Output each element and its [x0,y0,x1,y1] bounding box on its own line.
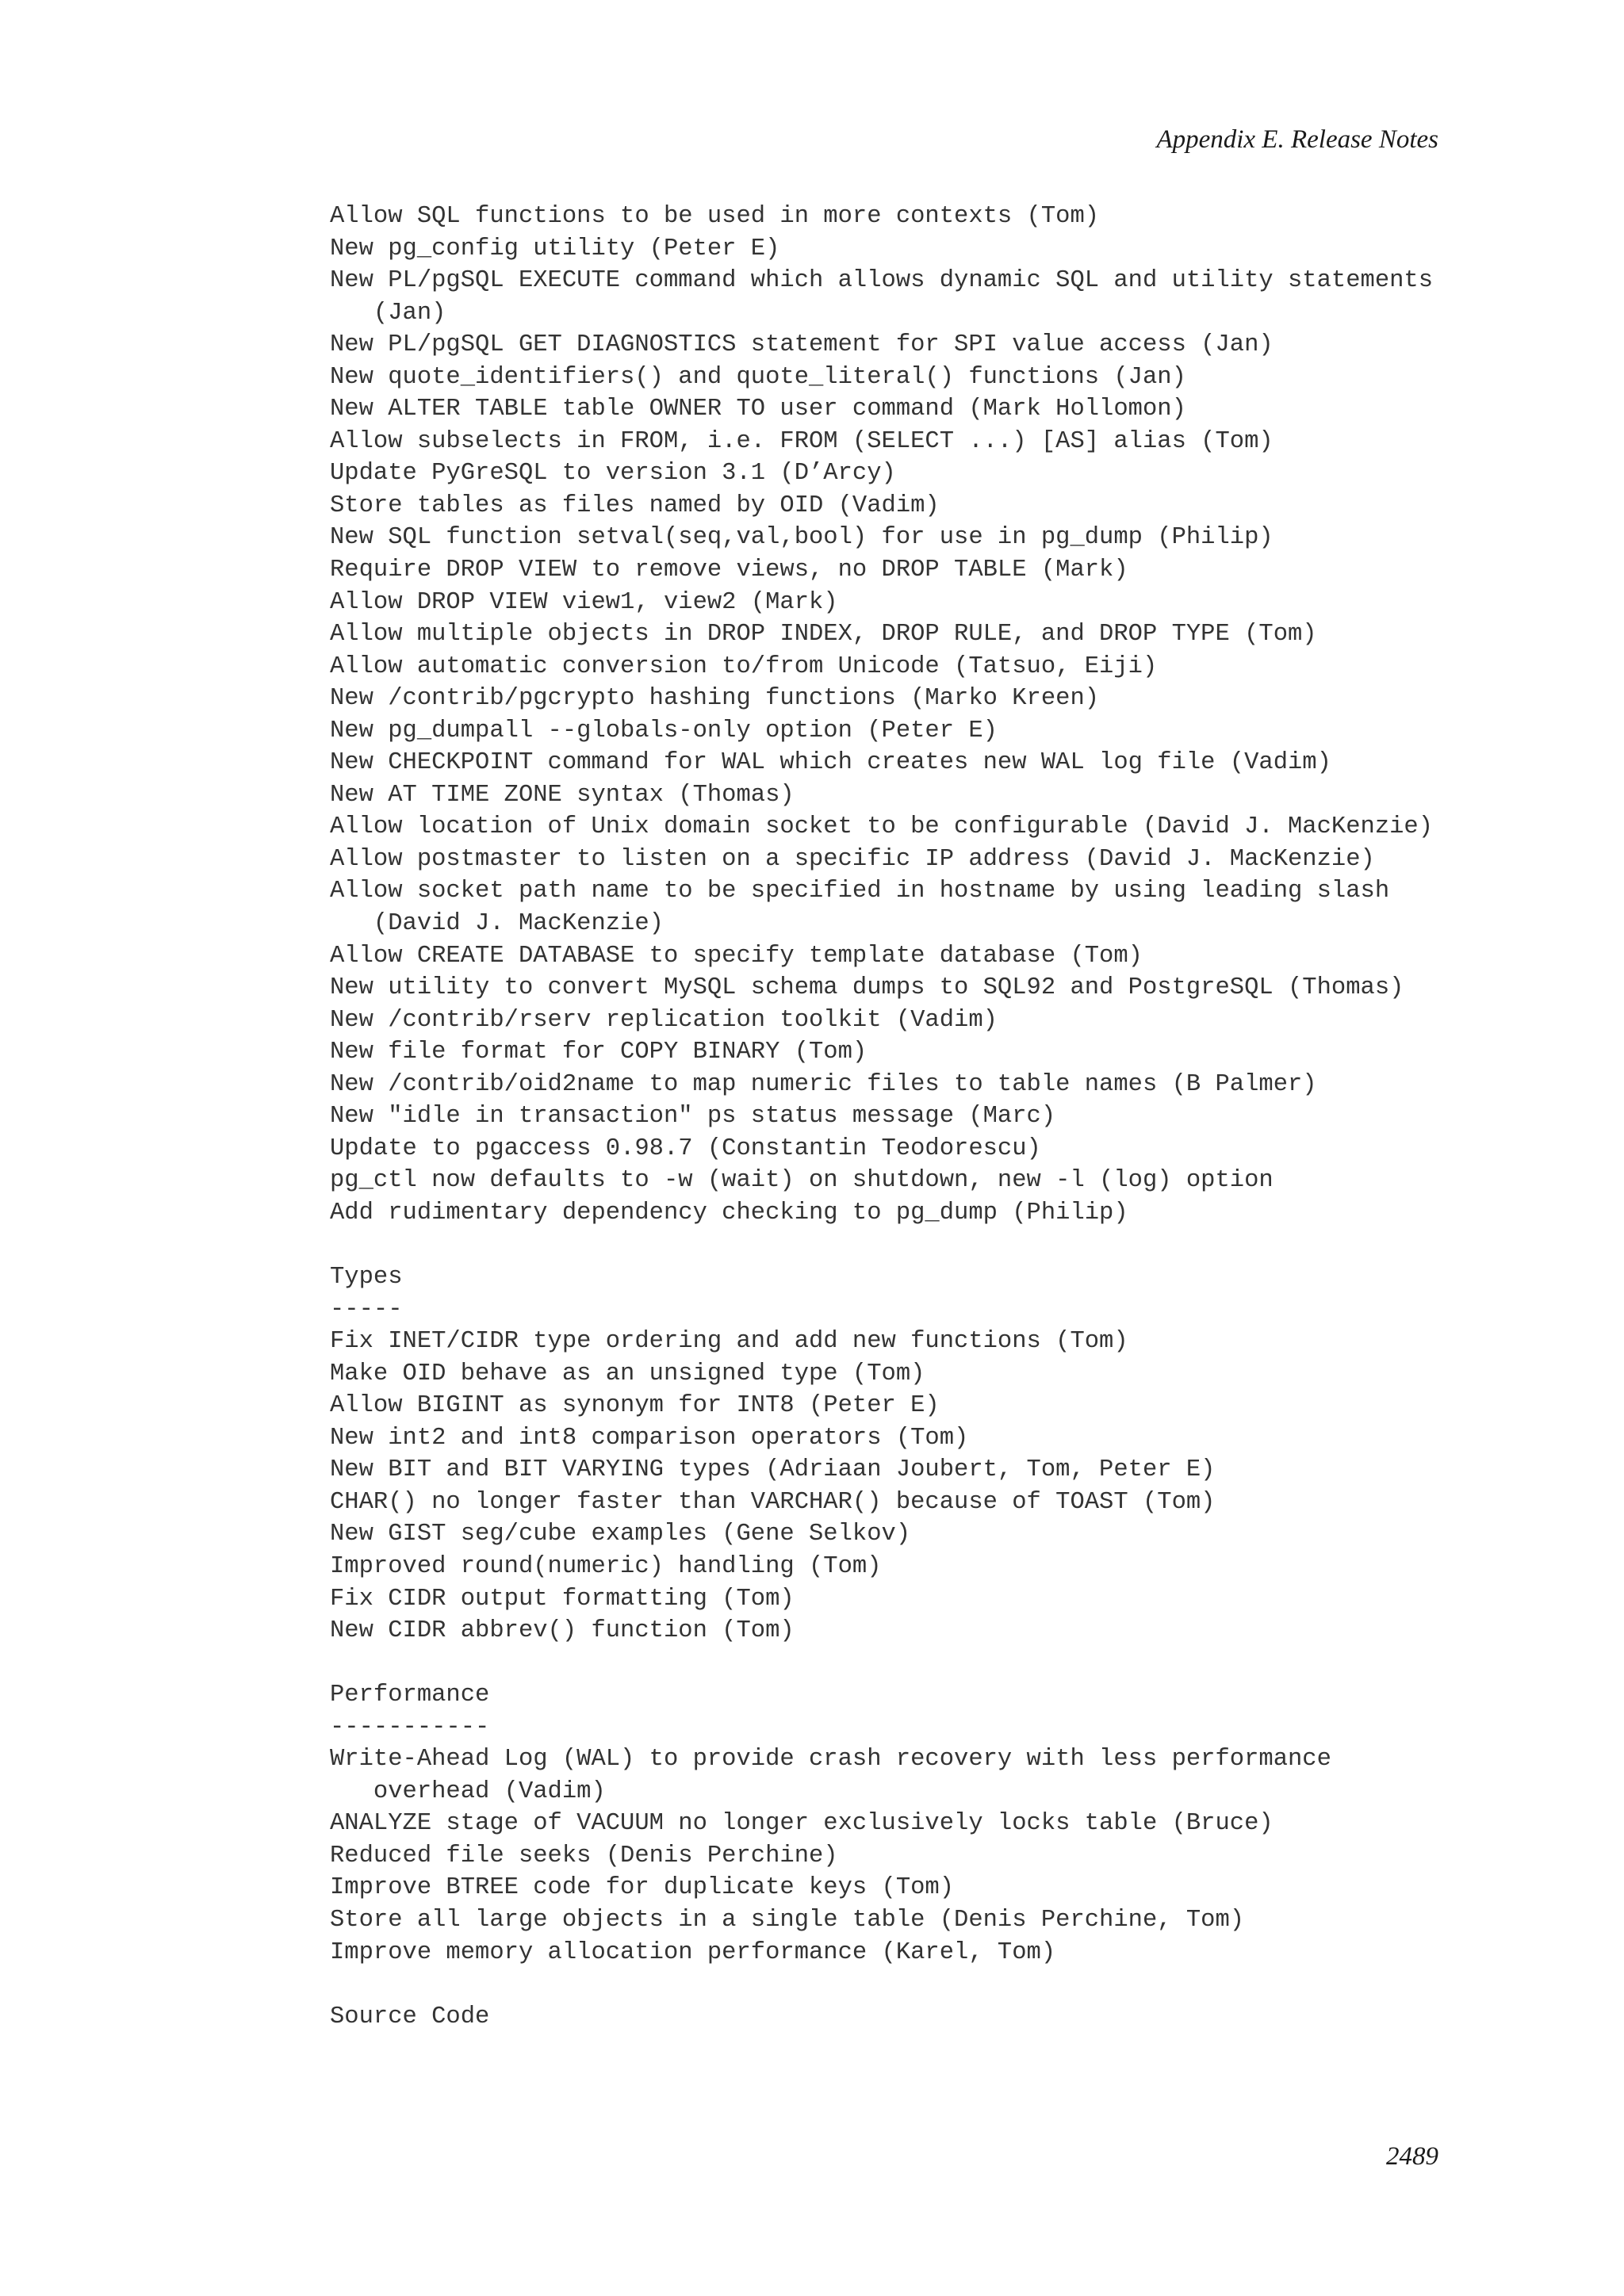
listing-line: New SQL function setval(seq,val,bool) for use in pg_dump (Philip) [330,524,1274,552]
listing-line: Source Code [330,2003,490,2030]
listing-line: New /contrib/rserv replication toolkit (Vadim) [330,1006,998,1034]
listing-line: Write-Ahead Log (WAL) to provide crash recovery with less performance [330,1746,1331,1774]
listing-line: Allow SQL functions to be used in more contexts (Tom) [330,203,1100,230]
listing-line: New PL/pgSQL GET DIAGNOSTICS statement for SPI value access (Jan) [330,331,1274,359]
listing-line: New BIT and BIT VARYING types (Adriaan Joubert, Tom, Peter E) [330,1456,1216,1484]
section-underline: ----------- [330,1713,490,1741]
listing-line: Improve BTREE code for duplicate keys (Tom) [330,1874,955,1902]
listing-line: pg_ctl now defaults to -w (wait) on shutdown, new -l (log) option [330,1167,1274,1195]
listing-line: Allow multiple objects in DROP INDEX, DROP RULE, and DROP TYPE (Tom) [330,621,1317,649]
listing-line: Allow BIGINT as synonym for INT8 (Peter E) [330,1392,940,1420]
listing-line: (David J. MacKenzie) [330,910,664,938]
listing-line: Make OID behave as an unsigned type (Tom) [330,1360,925,1387]
listing-line: Allow socket path name to be specified in hostname by using leading slash [330,878,1390,905]
release-notes-listing [330,201,1472,2033]
listing-line: New AT TIME ZONE syntax (Thomas) [330,781,795,809]
listing-line: Allow subselects in FROM, i.e. FROM (SELECT ...) [AS] alias (Tom) [330,427,1274,455]
listing-line: Improve memory allocation performance (Karel, Tom) [330,1938,1056,1966]
listing-line: New int2 and int8 comparison operators (Tom) [330,1424,969,1452]
section-underline: ----- [330,1295,403,1323]
listing-line: (Jan) [330,299,446,327]
listing-line: Allow CREATE DATABASE to specify template database (Tom) [330,942,1143,970]
listing-line: overhead (Vadim) [330,1777,606,1805]
page-number: 2489 [1386,2142,1438,2171]
listing-line: Allow automatic conversion to/from Unicode (Tatsuo, Eiji) [330,652,1158,680]
listing-line: New "idle in transaction" ps status message (Marc) [330,1103,1056,1131]
listing-line: New CIDR abbrev() function (Tom) [330,1617,795,1645]
blank-line [330,1969,1472,2001]
listing-line: New file format for COPY BINARY (Tom) [330,1039,868,1066]
listing-line: New pg_config utility (Peter E) [330,235,780,262]
listing-line: Types [330,1264,403,1292]
listing-line: Fix CIDR output formatting (Tom) [330,1585,795,1613]
listing-line: Allow postmaster to listen on a specific IP address (David J. MacKenzie) [330,845,1375,873]
listing-line: New /contrib/oid2name to map numeric files to table names (B Palmer) [330,1070,1317,1098]
listing-line: New /contrib/pgcrypto hashing functions (Marko Kreen) [330,685,1100,713]
listing-line: New GIST seg/cube examples (Gene Selkov) [330,1521,911,1548]
listing-line: New pg_dumpall --globals-only option (Peter E) [330,717,998,744]
blank-line [330,1647,1472,1680]
listing-line: New CHECKPOINT command for WAL which creates new WAL log file (Vadim) [330,749,1331,777]
listing-line: Fix INET/CIDR type ordering and add new functions (Tom) [330,1328,1128,1356]
listing-line: Store tables as files named by OID (Vadim) [330,492,940,519]
listing-line: New PL/pgSQL EXECUTE command which allows dynamic SQL and utility statements [330,267,1434,295]
listing-line: Reduced file seeks (Denis Perchine) [330,1842,838,1869]
listing-line: Allow location of Unix domain socket to be configurable (David J. MacKenzie) [330,813,1434,841]
listing-line: New ALTER TABLE table OWNER TO user command (Mark Hollomon) [330,396,1186,423]
listing-line: ANALYZE stage of VACUUM no longer exclusively locks table (Bruce) [330,1810,1274,1838]
listing-line: New quote_identifiers() and quote_literal() functions (Jan) [330,363,1186,391]
listing-line: Allow DROP VIEW view1, view2 (Mark) [330,588,838,616]
listing-line: Performance [330,1682,490,1709]
running-header: Appendix E. Release Notes [1156,125,1438,154]
listing-line: Add rudimentary dependency checking to pg_dump (Philip) [330,1199,1128,1226]
listing-line: Improved round(numeric) handling (Tom) [330,1552,882,1580]
listing-line: Store all large objects in a single table (Denis Perchine, Tom) [330,1906,1245,1934]
blank-line [330,1230,1472,1262]
listing-line: CHAR() no longer faster than VARCHAR() because of TOAST (Tom) [330,1488,1216,1516]
listing-line: Update to pgaccess 0.98.7 (Constantin Teodorescu) [330,1135,1041,1162]
listing-line: Require DROP VIEW to remove views, no DROP TABLE (Mark) [330,557,1128,584]
listing-line: Update PyGreSQL to version 3.1 (D’Arcy) [330,460,896,488]
listing-line: New utility to convert MySQL schema dumps to SQL92 and PostgreSQL (Thomas) [330,974,1404,1002]
